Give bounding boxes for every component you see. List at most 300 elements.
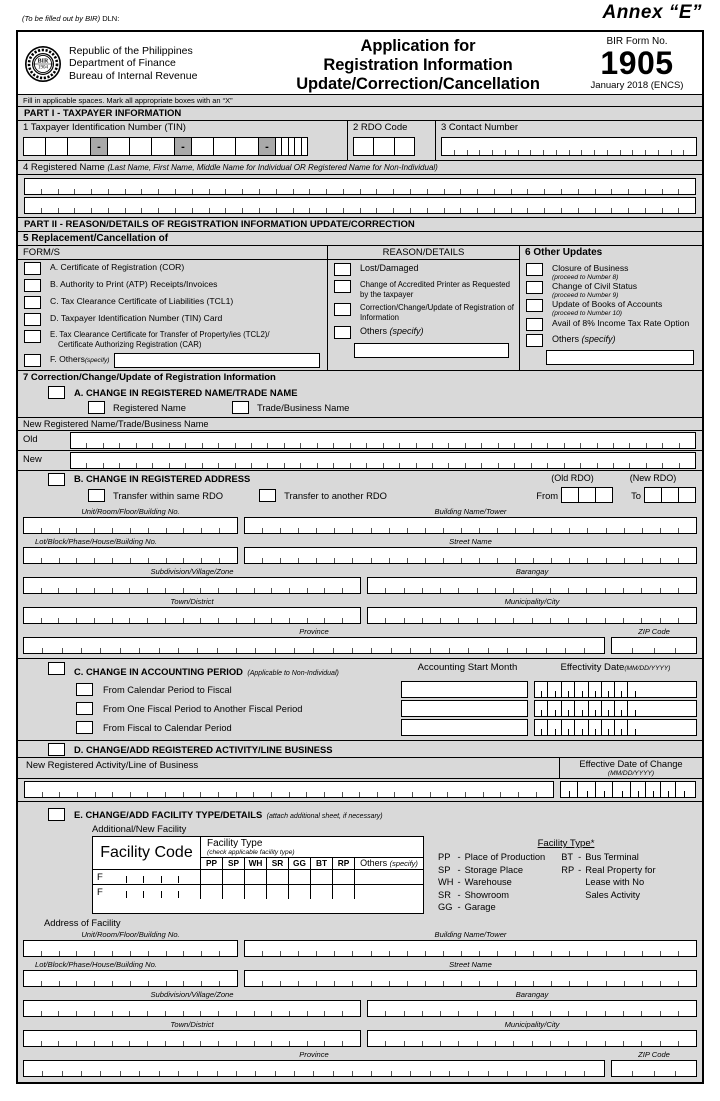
transfer-same-rdo-label: Transfer within same RDO — [113, 489, 224, 501]
checkbox-registered-name[interactable] — [88, 401, 105, 414]
tin-group-3[interactable] — [192, 138, 258, 155]
mm-1[interactable] — [535, 682, 562, 697]
addr-e-street-input[interactable] — [244, 970, 697, 987]
addr-b-zip-group — [611, 626, 697, 654]
addr-e-zip-input[interactable] — [611, 1060, 697, 1077]
section7a-subbar: New Registered Name/Trade/Business Name — [18, 417, 702, 431]
tin-field-group — [18, 121, 348, 160]
update-5-label: Others — [552, 334, 582, 344]
legend-r2-code: RP — [561, 864, 575, 875]
legend-l1-dash: - — [457, 852, 461, 863]
abbr-bt: BT — [311, 858, 333, 869]
registered-name-line-1-wrap — [18, 175, 702, 197]
dln-text: DLN: — [102, 14, 120, 23]
facility-1-sp[interactable] — [223, 870, 245, 884]
checkbox-reason-printer-change[interactable] — [334, 280, 351, 293]
form-f-others-input[interactable] — [114, 353, 320, 368]
additional-new-facility-label: Additional/New Facility — [92, 823, 187, 835]
dd-3[interactable] — [562, 720, 589, 735]
option-trade-business-name-label: Trade/Business Name — [256, 402, 350, 414]
facility-legend-title: Facility Type* — [537, 838, 595, 850]
reason-4-specify: (specify) — [389, 326, 424, 336]
facility-row-1[interactable] — [93, 869, 423, 884]
svg-text:1904: 1904 — [38, 65, 48, 71]
form-a-label: A. Certificate of Registration (COR) — [50, 262, 185, 272]
facility-type-header: Facility Type — [207, 838, 263, 850]
legend-l4-dash: - — [457, 889, 461, 900]
facility-1-wh[interactable] — [245, 870, 267, 884]
addr-e-row-2 — [18, 959, 702, 989]
legend-l2-code: SP — [438, 864, 451, 875]
form-option-e[interactable] — [18, 328, 327, 351]
addr-e-unit-group — [23, 929, 238, 957]
legend-l3-text: Warehouse — [464, 877, 512, 888]
abbr-sr: SR — [267, 858, 289, 869]
new-rdo-input[interactable] — [644, 487, 696, 503]
facility-abbr-row — [201, 857, 423, 869]
accounting-start-month-header: Accounting Start Month — [417, 662, 518, 674]
checkbox-trade-business-name[interactable] — [232, 401, 249, 414]
old-name-field-wrap — [70, 431, 702, 450]
reason-option-3[interactable] — [328, 301, 519, 324]
activity-input[interactable] — [24, 781, 554, 798]
mm-d[interactable] — [561, 782, 596, 797]
facility-others-header: Others — [360, 858, 390, 869]
facility-2-rp[interactable] — [333, 885, 355, 899]
yyyy-2[interactable] — [589, 701, 641, 716]
form-option-f[interactable] — [18, 351, 327, 370]
activity-effective-date-input[interactable] — [560, 781, 696, 798]
addr-b-street-label: Street Name — [244, 536, 697, 547]
contact-ticks — [442, 150, 696, 155]
reason-3-label: Correction/Change/Update of Registration of Information — [360, 303, 514, 322]
from-label: From — [536, 489, 559, 501]
t — [25, 792, 553, 797]
reason-1-label: Lost/Damaged — [360, 263, 419, 273]
legend-row-1 — [436, 851, 658, 864]
facility-1-rp[interactable] — [333, 870, 355, 884]
section7c-heading-row — [18, 659, 702, 680]
addr-e-street-group — [244, 959, 697, 987]
section7d-header-row — [18, 757, 702, 779]
section7a-heading-row[interactable] — [18, 384, 702, 400]
addr-e-town-input[interactable] — [23, 1030, 361, 1047]
abbr-sp: SP — [223, 858, 245, 869]
checkbox-form-d[interactable] — [24, 313, 41, 326]
addr-e-zip-label: ZIP Code — [611, 1049, 697, 1060]
checkbox-form-f[interactable] — [24, 354, 41, 367]
addr-b-municipality-label: Municipality/City — [367, 596, 697, 607]
facility-2-sp[interactable] — [223, 885, 245, 899]
section7e-heading-row — [18, 802, 702, 823]
old-name-ticks — [71, 443, 695, 448]
tin-dash-2: - — [174, 138, 192, 155]
update-1-wrap — [543, 263, 628, 281]
addr-b-row-4 — [18, 596, 702, 626]
checkbox-reason-lost-damaged[interactable] — [334, 263, 351, 276]
facility-2-sr[interactable] — [267, 885, 289, 899]
checkbox-transfer-same-rdo[interactable] — [88, 489, 105, 502]
addr-b-lot-input[interactable] — [23, 547, 238, 564]
page-top-strip — [0, 0, 720, 30]
addr-e-town-label: Town/District — [23, 1019, 361, 1030]
form-f-label: F. Others — [50, 354, 85, 365]
facility-address-block — [18, 929, 702, 1082]
update-option-books[interactable] — [520, 299, 702, 317]
registered-name-line-2-wrap — [18, 197, 702, 217]
section7b-options-row — [18, 486, 702, 506]
form-b-label: B. Authority to Print (ATP) Receipts/Invoices — [50, 279, 218, 289]
checkbox-reason-correction[interactable] — [334, 303, 351, 316]
facility-1-pp[interactable] — [201, 870, 223, 884]
addr-b-barangay-group — [367, 566, 697, 594]
update-3-wrap — [543, 299, 662, 317]
accounting-start-month-input-3[interactable] — [401, 719, 528, 736]
legend-l1-text: Place of Production — [464, 852, 546, 863]
addr-b-lot-group — [23, 536, 238, 564]
facility-table — [92, 836, 424, 914]
activity-date-note: (MM/DD/YYYY) — [607, 769, 655, 777]
update-5-specify: (specify) — [581, 334, 616, 344]
legend-r4-text: Sales Activity — [585, 889, 641, 900]
checkbox-7d-change-activity[interactable] — [48, 743, 65, 756]
effectivity-date-1-wrap — [534, 681, 697, 698]
section6 — [520, 246, 702, 370]
addr-e-row-3 — [18, 989, 702, 1019]
fill-instruction: Fill in applicable spaces. Mark all appropriate boxes with an “X” — [18, 94, 702, 107]
update-4-label: Avail of 8% Income Tax Rate Option — [552, 318, 690, 328]
legend-r3-code — [547, 876, 576, 889]
facility-1-sr[interactable] — [267, 870, 289, 884]
addr-b-barangay-label: Barangay — [367, 566, 697, 577]
checkbox-7a-change-registered-name[interactable] — [48, 386, 65, 399]
new-name-row — [18, 451, 702, 471]
tin-group-1[interactable] — [24, 138, 90, 155]
form-option-b[interactable] — [18, 277, 327, 294]
addr-b-barangay-input[interactable] — [367, 577, 697, 594]
section7c-heading-note: (Applicable to Non-Individual) — [247, 670, 339, 678]
checkbox-fiscal-to-fiscal[interactable] — [76, 702, 93, 715]
form-option-a[interactable] — [18, 260, 327, 277]
tin-group-2[interactable] — [108, 138, 174, 155]
checkbox-form-a[interactable] — [24, 262, 41, 275]
update-option-civil-status[interactable] — [520, 281, 702, 299]
addr-e-row-1 — [18, 929, 702, 959]
accounting-start-month-input-1[interactable] — [401, 681, 528, 698]
section7b-heading: B. CHANGE IN REGISTERED ADDRESS — [74, 473, 251, 485]
addr-e-subdivision-input[interactable] — [23, 1000, 361, 1017]
legend-l1-code: PP — [438, 852, 451, 863]
update-option-8percent[interactable] — [520, 317, 702, 332]
form-title-line-3: Update/Correction/Cancellation — [296, 75, 540, 93]
new-rdo-label: (New RDO) — [629, 473, 677, 484]
addr-e-street-label: Street Name — [244, 959, 697, 970]
form-e-label: E. Tax Clearance Certificate for Transfer of Property/ies (TCL2)/ — [50, 330, 270, 339]
annex-label: Annex “E” — [602, 2, 702, 23]
legend-r1-dash: - — [578, 852, 582, 863]
addr-b-town-input[interactable] — [23, 607, 361, 624]
form-title-line-1: Application for — [360, 37, 476, 55]
tin-branch-code[interactable] — [276, 138, 307, 155]
form-option-d[interactable] — [18, 311, 327, 328]
accounting-row-1 — [18, 680, 702, 699]
addr-b-municipality-group — [367, 596, 697, 624]
transfer-another-rdo-label: Transfer to another RDO — [284, 489, 387, 501]
new-name-ticks — [71, 463, 695, 468]
checkbox-other-updates-others[interactable] — [526, 334, 543, 347]
facility-table-head — [93, 837, 423, 869]
yyyy-d[interactable] — [631, 782, 691, 797]
rdo-code-input[interactable] — [353, 137, 415, 156]
form-number: 1905 — [600, 45, 674, 81]
legend-r4-dash — [576, 889, 583, 902]
section7d-heading-row — [18, 741, 702, 757]
section7e-heading-note: (attach additional sheet, if necessary) — [266, 813, 383, 821]
addr-e-barangay-input[interactable] — [367, 1000, 697, 1017]
form-f-specify: (specify) — [84, 357, 110, 365]
addr-b-town-label: Town/District — [23, 596, 361, 607]
dln-hint: (To be filled out by BIR) — [22, 14, 101, 23]
registered-name-line-1[interactable] — [24, 178, 696, 195]
dd-1[interactable] — [562, 682, 589, 697]
addr-b-municipality-input[interactable] — [367, 607, 697, 624]
facility-type-col — [201, 837, 423, 869]
update-2-note: (proceed to Number 9) — [552, 291, 619, 299]
form-revision-date: January 2018 (ENCS) — [590, 80, 684, 91]
yyyy-3[interactable] — [589, 720, 641, 735]
addr-b-province-label: Province — [23, 626, 605, 637]
addr-b-unit-group — [23, 506, 238, 534]
update-3-label: Update of Books of Accounts — [552, 299, 663, 309]
checkbox-reason-others[interactable] — [334, 326, 351, 339]
form-c-label: C. Tax Clearance Certificate of Liabilities (TCL1) — [50, 296, 234, 306]
legend-l3-code: WH — [438, 877, 454, 888]
section7-title: 7 Correction/Change/Update of Registration Information — [18, 371, 702, 384]
facility-1-gg[interactable] — [289, 870, 311, 884]
agency-line-1: Republic of the Philippines — [69, 44, 193, 57]
addr-e-municipality-label: Municipality/City — [367, 1019, 697, 1030]
addr-b-building-label: Building Name/Tower — [244, 506, 697, 517]
mm-3[interactable] — [535, 720, 562, 735]
rdo-input-area — [348, 134, 435, 160]
checkbox-calendar-to-fiscal[interactable] — [76, 683, 93, 696]
dd-2[interactable] — [562, 701, 589, 716]
mm-2[interactable] — [535, 701, 562, 716]
addr-e-lot-input[interactable] — [23, 970, 238, 987]
addr-b-street-input[interactable] — [244, 547, 697, 564]
checkbox-update-books-of-accounts[interactable] — [526, 299, 543, 312]
effectivity-date-header: Effectivity Date — [560, 662, 625, 674]
facility-2-wh[interactable] — [245, 885, 267, 899]
accounting-row-1-label: From Calendar Period to Fiscal — [103, 684, 232, 695]
t — [368, 588, 696, 593]
svg-text:BIR: BIR — [37, 57, 49, 64]
reason-option-2[interactable] — [328, 278, 519, 301]
checkbox-7e-change-facility[interactable] — [48, 808, 65, 821]
checkbox-form-e[interactable] — [24, 330, 41, 343]
effectivity-date-input-2[interactable] — [534, 700, 697, 717]
abbr-gg: GG — [289, 858, 311, 869]
t — [24, 558, 237, 563]
facility-row-2-prefix: F — [97, 886, 103, 898]
form-e-label-2: Certificate Authorizing Registration (CAR) — [58, 339, 202, 349]
addr-b-zip-input[interactable] — [611, 637, 697, 654]
contact-number-input[interactable] — [441, 137, 697, 156]
form-option-c[interactable] — [18, 294, 327, 311]
facility-2-pp[interactable] — [201, 885, 223, 899]
facility-others-header-wrap — [355, 858, 423, 869]
legend-row-2 — [436, 864, 658, 877]
contact-label: 3 Contact Number — [436, 121, 702, 134]
form-number-block — [572, 32, 702, 94]
legend-l2-text: Storage Place — [464, 864, 524, 875]
update-option-others[interactable] — [520, 332, 702, 348]
t — [612, 648, 696, 653]
t — [245, 981, 696, 986]
legend-r1-code: BT — [561, 852, 574, 863]
update-2-wrap — [543, 281, 637, 299]
legend-l5-text: Garage — [464, 902, 496, 913]
checkbox-change-civil-status[interactable] — [526, 281, 543, 294]
reason-4-label: Others — [360, 326, 390, 336]
update-3-note: (proceed to Number 10) — [552, 309, 623, 317]
addr-e-province-label: Province — [23, 1049, 605, 1060]
abbr-pp: PP — [201, 858, 223, 869]
registered-name-hint: (Last Name, First Name, Middle Name for Individual OR Registered Name for Non-Individual) — [107, 163, 438, 172]
facility-code-input-1[interactable] — [93, 870, 201, 884]
facility-1-bt[interactable] — [311, 870, 333, 884]
addr-e-barangay-group — [367, 989, 697, 1017]
addr-b-unit-label: Unit/Room/Floor/Building No. — [23, 506, 238, 517]
addr-e-unit-label: Unit/Room/Floor/Building No. — [23, 929, 238, 940]
accounting-row-2-label: From One Fiscal Period to Another Fiscal Period — [103, 703, 303, 714]
forms-header: FORM/S — [18, 246, 327, 260]
addr-e-unit-input[interactable] — [23, 940, 238, 957]
new-name-field-wrap — [70, 451, 702, 470]
accounting-month-3-wrap — [401, 719, 534, 736]
accounting-month-1-wrap — [401, 681, 534, 698]
form-d-label: D. Taxpayer Identification Number (TIN) Card — [50, 313, 223, 323]
other-updates-others-input[interactable] — [546, 350, 694, 365]
section6-title: 6 Other Updates — [520, 246, 702, 259]
effectivity-date-header-wrap — [534, 662, 697, 673]
effectivity-date-input-3[interactable] — [534, 719, 697, 736]
addr-b-building-input[interactable] — [244, 517, 697, 534]
address-of-facility-label: Address of Facility — [44, 916, 121, 928]
addr-e-lot-group — [23, 959, 238, 987]
reason-option-4[interactable] — [328, 324, 519, 341]
facility-1-others[interactable] — [355, 870, 423, 884]
yyyy-1[interactable] — [589, 682, 641, 697]
facility-2-bt[interactable] — [311, 885, 333, 899]
section7e-heading: E. CHANGE/ADD FACILITY TYPE/DETAILS — [74, 809, 263, 821]
dd-d[interactable] — [596, 782, 631, 797]
checkbox-form-b[interactable] — [24, 279, 41, 292]
old-name-input[interactable] — [70, 432, 696, 449]
addr-e-building-group — [244, 929, 697, 957]
checkbox-7b-change-address[interactable] — [48, 473, 65, 486]
addr-b-subdivision-input[interactable] — [23, 577, 361, 594]
facility-code-header: Facility Code — [93, 837, 201, 869]
facility-table-row — [18, 836, 702, 916]
t — [368, 1041, 696, 1046]
addr-e-lot-label: Lot/Block/Phase/House/Building No. — [23, 959, 238, 970]
tin-input[interactable] — [23, 137, 308, 156]
update-option-closure[interactable] — [520, 263, 702, 281]
form-frame — [16, 30, 704, 1084]
section7a-options — [18, 400, 702, 417]
agency-block — [18, 32, 264, 94]
facility-2-others[interactable] — [355, 885, 423, 899]
old-rdo-input[interactable] — [561, 487, 613, 503]
addr-b-row-3 — [18, 566, 702, 596]
old-name-row — [18, 431, 702, 451]
agency-text — [69, 45, 197, 83]
rn1-ticks — [25, 189, 695, 194]
checkbox-7c-change-accounting-period[interactable] — [48, 662, 65, 675]
t — [368, 618, 696, 623]
forms-list — [18, 260, 327, 370]
t — [24, 1041, 360, 1046]
other-updates-others-input-wrap — [520, 348, 702, 369]
addr-e-building-input[interactable] — [244, 940, 697, 957]
checkbox-transfer-another-rdo[interactable] — [259, 489, 276, 502]
form-f-label-wrap — [41, 354, 109, 367]
registered-name-line-2[interactable] — [24, 197, 696, 214]
checkbox-avail-8-percent[interactable] — [526, 318, 543, 331]
legend-l5-code: GG — [438, 902, 453, 913]
t — [24, 588, 360, 593]
accounting-row-3 — [18, 718, 702, 740]
reason-others-input[interactable] — [354, 343, 509, 358]
facility-row-2[interactable] — [93, 884, 423, 899]
addr-e-subdivision-label: Subdivision/Village/Zone — [23, 989, 361, 1000]
accounting-start-month-input-2[interactable] — [401, 700, 528, 717]
checkbox-fiscal-to-calendar[interactable] — [76, 721, 93, 734]
legend-l2-dash: - — [457, 864, 461, 875]
new-name-input[interactable] — [70, 452, 696, 469]
addr-e-municipality-input[interactable] — [367, 1030, 697, 1047]
addr-b-province-group — [23, 626, 605, 654]
facility-2-gg[interactable] — [289, 885, 311, 899]
effectivity-date-input-1[interactable] — [534, 681, 697, 698]
tin-label: 1 Taxpayer Identification Number (TIN) — [18, 121, 347, 134]
activity-date-header-wrap — [560, 758, 702, 778]
activity-input-wrap — [18, 779, 560, 798]
reason-option-1[interactable] — [328, 260, 519, 278]
section7c-heading-wrap — [65, 662, 401, 680]
addr-e-province-input[interactable] — [23, 1060, 605, 1077]
reason-2-label: Change of Accredited Printer as Requested by the taxpayer — [360, 280, 510, 299]
addr-b-province-input[interactable] — [23, 637, 605, 654]
section5-title: 5 Replacement/Cancellation of — [18, 232, 702, 245]
addr-b-subdivision-group — [23, 566, 361, 594]
effectivity-date-2-wrap — [534, 700, 697, 717]
registered-name-label — [18, 161, 702, 175]
checkbox-closure-of-business[interactable] — [526, 263, 543, 276]
abbr-wh: WH — [245, 858, 267, 869]
facility-type-legend — [424, 836, 696, 914]
checkbox-form-c[interactable] — [24, 296, 41, 309]
t — [24, 648, 604, 653]
registered-name-label-text: 4 Registered Name — [23, 162, 105, 173]
addr-e-town-group — [23, 1019, 361, 1047]
section5-6-row — [18, 245, 702, 371]
old-name-tag: Old — [18, 431, 70, 450]
addr-b-unit-input[interactable] — [23, 517, 238, 534]
facility-code-input-2[interactable] — [93, 885, 201, 899]
legend-r3-dash — [576, 876, 583, 889]
